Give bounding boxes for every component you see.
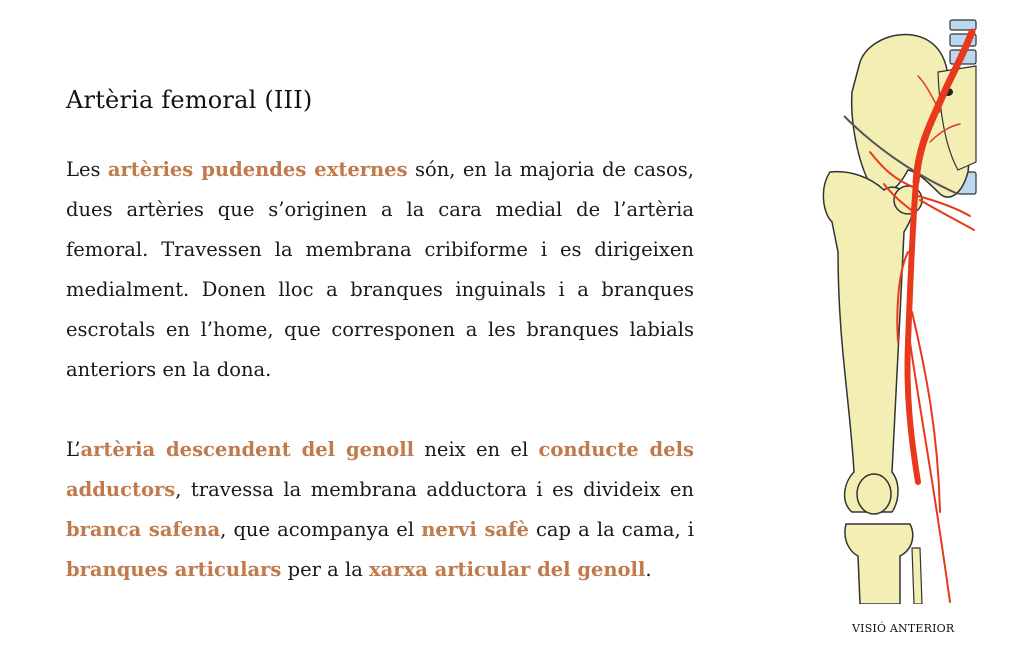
term-saphenous-branch: branca safena [66,518,221,541]
fibula-bone [912,548,922,604]
term-saphenous-nerve: nervi safè [421,518,529,541]
p2-text-3: , travessa la membrana adductora i es divideix en [175,478,694,501]
term-articular-branches: branques articulars [66,558,282,581]
figure-caption: VISIÓ ANTERIOR [852,622,955,635]
tibia-bone [845,524,913,604]
page-title: Artèria femoral (III) [66,86,313,115]
term-genicular-articular-network: xarxa articular del genoll [369,558,646,581]
term-external-pudendal-arteries: artèries pudendes externes [107,158,408,181]
p1-text-pre: Les [66,158,108,181]
term-adductor-canal: conducte dels adductors [66,438,694,501]
femur-bone [823,172,912,512]
p2-text-4: , que acompanya el [220,518,422,541]
p2-text-7: . [645,558,652,581]
anatomical-illustration [800,12,990,604]
paragraph-pudendal-arteries [66,150,694,390]
p2-text-1: L’ [66,438,81,461]
p2-text-6: per a la [281,558,370,581]
paragraph-descending-genicular [66,430,694,590]
patella-bone [857,474,891,514]
p2-text-5: cap a la cama, i [528,518,695,541]
term-descending-genicular-artery: artèria descendent del genoll [80,438,415,461]
p2-text-2: neix en el [414,438,539,461]
p1-text-post: són, en la majoria de casos, dues artèries que s’originen a la cara medial de l’artèria femoral. Travessen la membrana cribiforme i es dirigeixen medialment. Donen lloc a branques inguinals i a branques escrotals en l’home, que corresponen a les branques labials anteriors en la dona. [66,158,694,381]
